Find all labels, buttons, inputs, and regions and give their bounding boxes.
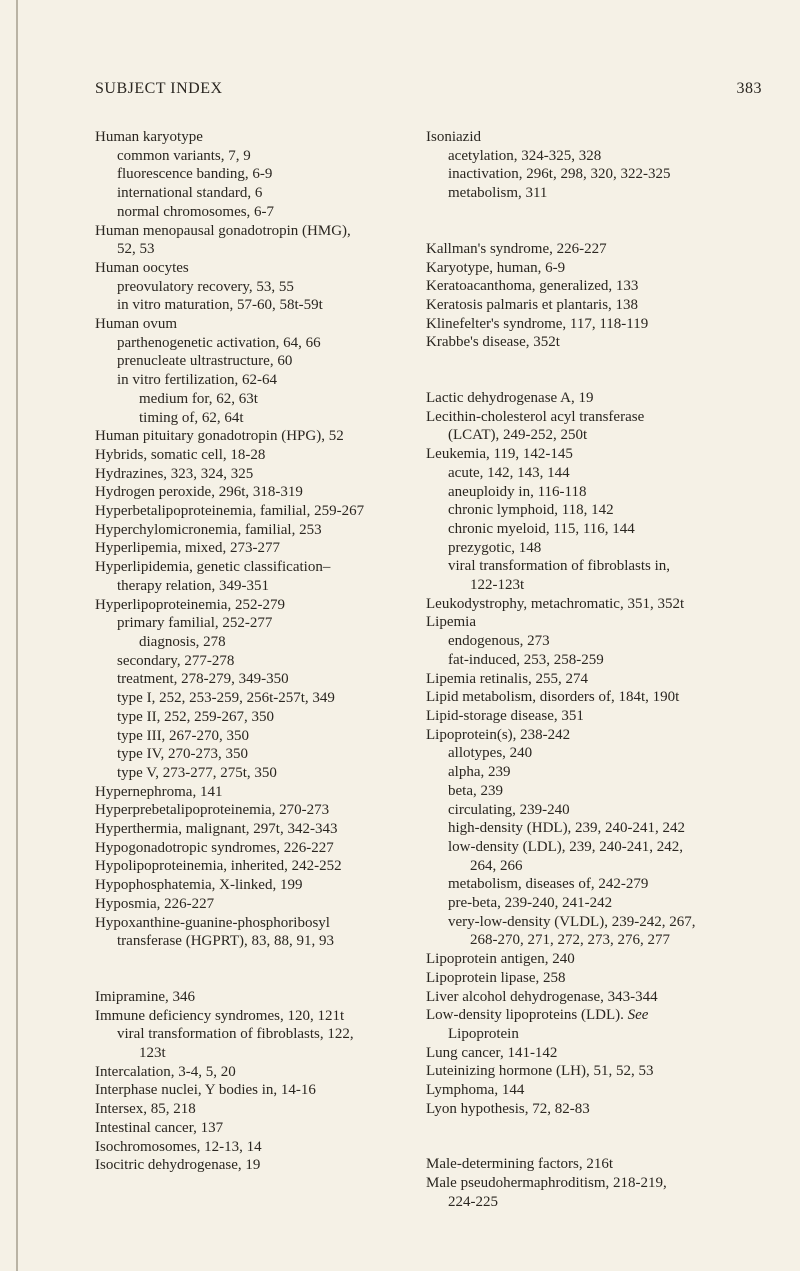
index-entry [95, 914, 425, 951]
index-entry-text: Interphase nuclei, Y bodies in, 14-16 [95, 1082, 316, 1099]
index-entry-text: international standard, 6 [117, 185, 263, 202]
index-entry [95, 1138, 425, 1157]
index-entry-text: Lipoprotein(s), 238-242 [426, 726, 571, 743]
index-entry-text: Kallman's syndrome, 226-227 [426, 240, 607, 257]
index-entry [95, 1156, 425, 1175]
index-entry-text: aneuploidy in, 116-118 [448, 483, 587, 500]
index-entry-text: acute, 142, 143, 144 [448, 464, 570, 481]
index-entry-text: in vitro maturation, 57-60, 58t-59t [117, 297, 323, 314]
index-entry-text: Isochromosomes, 12-13, 14 [95, 1138, 262, 1155]
index-entry-text: Hyperlipemia, mixed, 273-277 [95, 540, 280, 557]
index-entry [426, 969, 798, 988]
index-subentry [426, 801, 798, 820]
index-subentry [426, 894, 798, 913]
index-column-right [426, 128, 798, 1212]
index-entry-text: medium for, 62, 63t [139, 390, 258, 407]
index-entry [95, 596, 425, 615]
index-entry-text: Leukodystrophy, metachromatic, 351, 352t [426, 595, 685, 612]
index-entry-text: high-density (HDL), 239, 240-241, 242 [448, 820, 686, 837]
index-entry-text: type I, 252, 253-259, 256t-257t, 349 [117, 690, 335, 707]
index-entry-text: allotypes, 240 [448, 745, 533, 762]
index-entry-text: Leukemia, 119, 142-145 [426, 446, 573, 463]
index-entry-text: Intestinal cancer, 137 [95, 1119, 224, 1136]
index-entry [95, 783, 425, 802]
index-subentry [95, 689, 425, 708]
index-entry-text: Lipid-storage disease, 351 [426, 707, 584, 724]
index-subentry [426, 483, 798, 502]
index-entry-text: Krabbe's disease, 352t [426, 334, 560, 351]
page-number: 383 [736, 80, 762, 97]
index-entry [426, 670, 798, 689]
index-subentry [426, 632, 798, 651]
index-entry-continuation: 264, 266 [470, 857, 523, 874]
index-entry-text: pre-beta, 239-240, 241-242 [448, 895, 613, 912]
index-entry-text: Lipoprotein antigen, 240 [426, 951, 575, 968]
index-entry-text: metabolism, 311 [448, 185, 548, 202]
index-entry [426, 315, 798, 334]
index-entry-text: Hyposmia, 226-227 [95, 895, 215, 912]
index-entry-text: secondary, 277-278 [117, 652, 235, 669]
index-entry [95, 502, 425, 521]
index-entry [426, 1100, 798, 1119]
index-subentry [95, 652, 425, 671]
index-entry-continuation: 52, 53 [117, 241, 155, 258]
index-entry [95, 1007, 425, 1026]
index-subentry [95, 184, 425, 203]
index-entry-text: chronic myeloid, 115, 116, 144 [448, 520, 635, 537]
index-entry [95, 801, 425, 820]
index-entry-text: in vitro fertilization, 62-64 [117, 372, 277, 389]
index-entry [95, 427, 425, 446]
section-gap [95, 951, 425, 988]
index-subentry [426, 819, 798, 838]
index-subentry [426, 501, 798, 520]
index-entry-text: alpha, 239 [448, 764, 511, 781]
index-entry [426, 688, 798, 707]
index-entry-text: Immune deficiency syndromes, 120, 121t [95, 1007, 345, 1024]
index-subentry [426, 147, 798, 166]
index-subentry [426, 539, 798, 558]
index-entry-text: Lecithin-cholesterol acyl transferase [426, 408, 645, 425]
index-entry-text: timing of, 62, 64t [139, 409, 244, 426]
index-subentry [95, 165, 425, 184]
index-subentry [426, 557, 798, 594]
index-entry [95, 558, 425, 595]
index-entry [426, 1062, 798, 1081]
index-entry [426, 128, 798, 147]
index-subentry [95, 727, 425, 746]
index-entry-text: primary familial, 252-277 [117, 615, 273, 632]
index-column-left [95, 128, 425, 1175]
index-entry-text: Hydrogen peroxide, 296t, 318-319 [95, 484, 303, 501]
index-entry-text: Human oocytes [95, 259, 189, 276]
index-entry [426, 988, 798, 1007]
index-entry-continuation: Lipoprotein [448, 1025, 519, 1042]
index-entry-text: Hydrazines, 323, 324, 325 [95, 465, 254, 482]
index-entry-continuation: 122-123t [470, 577, 525, 594]
index-entry-text: type V, 273-277, 275t, 350 [117, 764, 277, 781]
index-entry-text: Hyperlipoproteinemia, 252-279 [95, 596, 285, 613]
index-subentry [426, 744, 798, 763]
index-entry [95, 521, 425, 540]
index-entry-text: Human pituitary gonadotropin (HPG), 52 [95, 428, 344, 445]
index-entry [95, 839, 425, 858]
index-entry-text: endogenous, 273 [448, 633, 550, 650]
index-subentry [95, 670, 425, 689]
index-entry-text: Klinefelter's syndrome, 117, 118-119 [426, 315, 649, 332]
index-entry-text: Keratoacanthoma, generalized, 133 [426, 278, 639, 295]
index-entry-text: Hypoxanthine-guanine-phosphoribosyl [95, 914, 330, 931]
index-entry [95, 222, 425, 259]
index-entry [95, 539, 425, 558]
index-entry-continuation: 123t [139, 1045, 166, 1062]
index-entry-continuation: 224-225 [448, 1193, 498, 1210]
index-subentry [95, 1025, 425, 1062]
index-entry [426, 1081, 798, 1100]
index-entry-text: Human karyotype [95, 129, 203, 145]
index-entry-text: Intersex, 85, 218 [95, 1101, 196, 1118]
index-entry-text: Lymphoma, 144 [426, 1082, 525, 1099]
index-entry [426, 950, 798, 969]
index-entry-text: fat-induced, 253, 258-259 [448, 651, 604, 668]
index-entry-text: parthenogenetic activation, 64, 66 [117, 334, 321, 351]
index-entry-text: Isoniazid [426, 129, 481, 145]
index-entry [95, 820, 425, 839]
index-entry-text: Imipramine, 346 [95, 988, 195, 1005]
index-entry-text: Liver alcohol dehydrogenase, 343-344 [426, 988, 658, 1005]
index-entry-text: common variants, 7, 9 [117, 147, 251, 164]
index-entry-text: Intercalation, 3-4, 5, 20 [95, 1063, 236, 1080]
index-entry-continuation: therapy relation, 349-351 [117, 577, 270, 594]
index-subentry [95, 147, 425, 166]
index-entry-text: Keratosis palmaris et plantaris, 138 [426, 296, 639, 313]
index-entry [95, 857, 425, 876]
index-entry [426, 726, 798, 745]
index-subentry [426, 184, 798, 203]
index-subentry [426, 165, 798, 184]
index-entry-text: Human menopausal gonadotropin (HMG), [95, 222, 351, 239]
index-entry-text: Lactic dehydrogenase A, 19 [426, 390, 594, 407]
index-entry [426, 445, 798, 464]
index-entry-text: Karyotype, human, 6-9 [426, 259, 566, 276]
index-subentry [95, 390, 425, 409]
index-entry [426, 408, 798, 445]
page-binding-edge [16, 0, 18, 1271]
index-entry [426, 707, 798, 726]
index-entry [426, 1174, 798, 1211]
index-entry-continuation: (LCAT), 249-252, 250t [448, 427, 588, 444]
index-entry-text: prezygotic, 148 [448, 539, 542, 556]
index-entry-text: type III, 267-270, 350 [117, 727, 250, 744]
index-entry-text: Lipemia retinalis, 255, 274 [426, 670, 589, 687]
index-entry-continuation: 268-270, 271, 272, 273, 276, 277 [470, 932, 670, 949]
index-entry [426, 595, 798, 614]
index-subentry [426, 913, 798, 950]
index-subentry [95, 203, 425, 222]
see-reference: See [627, 1007, 649, 1024]
index-entry [95, 483, 425, 502]
index-subentry [95, 334, 425, 353]
index-entry-text: Luteinizing hormone (LH), 51, 52, 53 [426, 1063, 654, 1080]
index-entry-text: Hypernephroma, 141 [95, 783, 223, 800]
index-entry-text: circulating, 239-240 [448, 801, 570, 818]
index-entry-text: diagnosis, 278 [139, 633, 226, 650]
index-entry [95, 315, 425, 334]
section-gap [426, 1118, 798, 1155]
index-entry [426, 1006, 798, 1043]
index-entry-text: Low-density lipoproteins (LDL). See [426, 1007, 649, 1024]
index-entry [95, 895, 425, 914]
index-entry-text: prenucleate ultrastructure, 60 [117, 353, 293, 370]
index-entry [95, 128, 425, 147]
index-entry-text: Hyperthermia, malignant, 297t, 342-343 [95, 821, 338, 838]
index-entry-text: Male pseudohermaphroditism, 218-219, [426, 1175, 667, 1192]
index-entry-text: Isocitric dehydrogenase, 19 [95, 1157, 261, 1174]
index-entry [95, 259, 425, 278]
index-subentry [426, 520, 798, 539]
index-entry-text: treatment, 278-279, 349-350 [117, 671, 289, 688]
index-subentry [426, 651, 798, 670]
index-entry-text: low-density (LDL), 239, 240-241, 242, [448, 838, 683, 855]
index-entry-text: Hypophosphatemia, X-linked, 199 [95, 877, 303, 894]
index-entry-text: Lung cancer, 141-142 [426, 1044, 558, 1061]
index-entry-text: Hyperchylomicronemia, familial, 253 [95, 521, 322, 538]
index-entry [95, 446, 425, 465]
index-entry-text: type II, 252, 259-267, 350 [117, 708, 275, 725]
index-entry-text: Hybrids, somatic cell, 18-28 [95, 446, 266, 463]
index-entry-text: Hypolipoproteinemia, inherited, 242-252 [95, 858, 342, 875]
index-entry-text: Hyperbetalipoproteinemia, familial, 259-267 [95, 503, 365, 520]
index-entry-text: Lipid metabolism, disorders of, 184t, 190t [426, 689, 680, 706]
index-entry [426, 613, 798, 632]
section-gap [426, 352, 798, 389]
index-subentry [95, 745, 425, 764]
index-subentry [95, 296, 425, 315]
index-entry-text: Hyperprebetalipoproteinemia, 270-273 [95, 802, 330, 819]
index-subentry [95, 633, 425, 652]
index-entry [95, 1063, 425, 1082]
index-entry-text: Human ovum [95, 316, 178, 333]
index-entry-text: normal chromosomes, 6-7 [117, 203, 275, 220]
index-entry [95, 1119, 425, 1138]
index-entry-text: Lipoprotein lipase, 258 [426, 969, 566, 986]
index-entry [95, 876, 425, 895]
index-entry-text: inactivation, 296t, 298, 320, 322-325 [448, 166, 671, 183]
index-entry [95, 465, 425, 484]
index-entry-text: acetylation, 324-325, 328 [448, 147, 602, 164]
index-entry [95, 1100, 425, 1119]
index-subentry [95, 614, 425, 633]
index-subentry [95, 371, 425, 390]
index-entry-text: viral transformation of fibroblasts in, [448, 558, 671, 575]
index-subentry [95, 764, 425, 783]
index-subentry [95, 409, 425, 428]
index-subentry [95, 278, 425, 297]
index-entry-text: viral transformation of fibroblasts, 122, [117, 1026, 354, 1043]
index-subentry [426, 763, 798, 782]
index-entry-text: metabolism, diseases of, 242-279 [448, 876, 649, 893]
index-entry [95, 988, 425, 1007]
index-entry [426, 333, 798, 352]
index-entry-text: very-low-density (VLDL), 239-242, 267, [448, 913, 696, 930]
section-title: SUBJECT INDEX [95, 80, 223, 97]
index-entry [426, 296, 798, 315]
index-subentry [426, 838, 798, 875]
index-entry-text: preovulatory recovery, 53, 55 [117, 278, 294, 295]
index-subentry [95, 352, 425, 371]
index-subentry [426, 464, 798, 483]
index-entry [426, 1044, 798, 1063]
index-entry-text: beta, 239 [448, 782, 503, 799]
index-entry-continuation: transferase (HGPRT), 83, 88, 91, 93 [117, 933, 334, 950]
section-gap [426, 203, 798, 240]
index-entry [426, 389, 798, 408]
index-entry [426, 277, 798, 296]
index-entry [426, 1155, 798, 1174]
index-entry-text: Male-determining factors, 216t [426, 1156, 614, 1173]
index-entry-text: Lipemia [426, 614, 476, 631]
index-subentry [426, 875, 798, 894]
index-entry [426, 259, 798, 278]
index-entry-text: Hyperlipidemia, genetic classification– [95, 559, 331, 576]
index-entry-text: fluorescence banding, 6-9 [117, 166, 273, 183]
index-entry-text: chronic lymphoid, 118, 142 [448, 502, 614, 519]
index-entry [95, 1081, 425, 1100]
index-entry-text: Hypogonadotropic syndromes, 226-227 [95, 839, 334, 856]
index-subentry [95, 708, 425, 727]
index-entry-text: Lyon hypothesis, 72, 82-83 [426, 1100, 590, 1117]
index-entry-text: type IV, 270-273, 350 [117, 746, 248, 763]
index-entry [426, 240, 798, 259]
index-subentry [426, 782, 798, 801]
